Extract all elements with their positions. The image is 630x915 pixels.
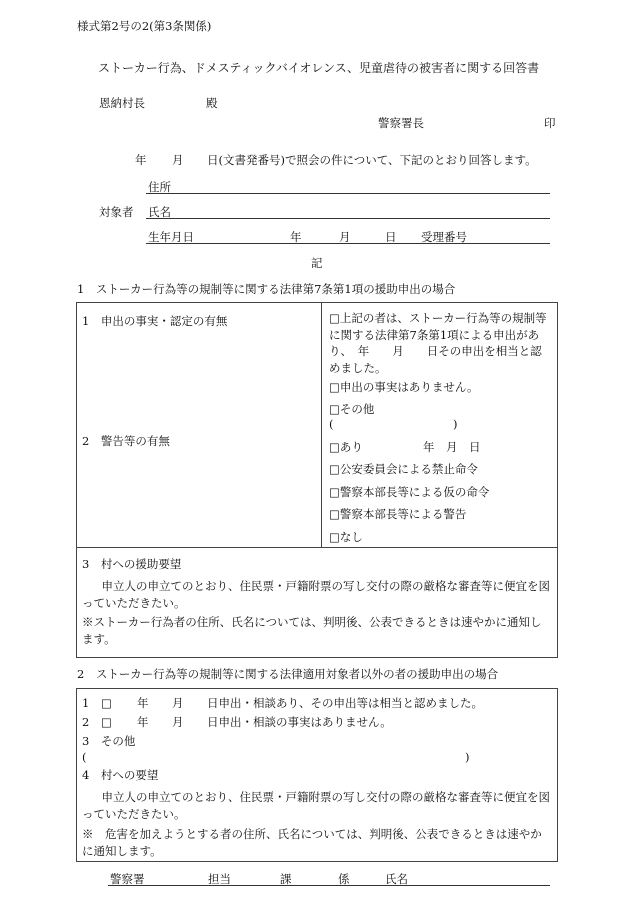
- section2-item1-text: 日申出・相談あり、その申出等は相当と認めました。: [207, 696, 483, 710]
- footer-line[interactable]: [108, 885, 550, 886]
- section2-item2-checkbox[interactable]: □: [101, 715, 112, 729]
- seal-mark: 印: [544, 116, 556, 130]
- footer-unit: 係: [338, 872, 350, 886]
- section1-request-note: ※ストーカー行為者の住所、氏名については、判明後、公表できるときは速やかに通知します。: [82, 615, 542, 646]
- receipt-label: 受理番号: [421, 230, 467, 244]
- section2-item2-text: 日申出・相談の事実はありません。: [207, 715, 392, 729]
- section1-item2-label: 2 警告等の有無: [82, 434, 170, 448]
- section2-heading: 2 ストーカー行為等の規制等に関する法律適用対象者以外の者の援助申出の場合: [77, 667, 499, 681]
- footer-dept: 課: [280, 872, 292, 886]
- section2-item1-checkbox[interactable]: □: [101, 696, 112, 710]
- section1-item1-label: 1 申出の事実・認定の有無: [82, 314, 228, 328]
- warning-yes[interactable]: □あり: [329, 440, 363, 454]
- section2-item2-month: 月: [172, 715, 184, 729]
- section2-item1-year: 年: [137, 696, 149, 710]
- addressee: 恩納村長: [99, 96, 145, 110]
- section2-item1-number: 1: [82, 696, 90, 710]
- dob-day: 日: [385, 230, 397, 244]
- address-label: 住所: [148, 180, 171, 194]
- section2-item2-number: 2: [82, 715, 90, 729]
- sender-title: 警察署長: [378, 116, 424, 130]
- section2-item3-paren-open: (: [82, 750, 87, 764]
- name-line[interactable]: [146, 218, 550, 219]
- option-other-paren-open: (: [329, 417, 334, 431]
- warning-prohibition-order[interactable]: □公安委員会による禁止命令: [329, 462, 478, 476]
- section1-divider: [321, 302, 322, 548]
- footer-charge: 担当: [208, 872, 231, 886]
- section2-item3-other[interactable]: 3 その他: [82, 734, 136, 748]
- option-other[interactable]: □その他: [329, 402, 375, 416]
- warning-police-warning[interactable]: □警察本部長等による警告: [329, 507, 467, 521]
- dob-line[interactable]: [146, 243, 550, 244]
- subject-label: 対象者: [99, 205, 134, 219]
- section2-item3-paren-close: ): [465, 750, 470, 764]
- footer-name: 氏名: [385, 872, 408, 886]
- ki-heading: 記: [311, 256, 323, 270]
- warning-yes-date: 年 月 日: [423, 440, 481, 454]
- section2-item1-month: 月: [172, 696, 184, 710]
- section2-request-text: 申立人の申立てのとおり、住民票・戸籍附票の写し交付の際の厳格な審査等に便宜を図っていただきたい。: [82, 790, 551, 821]
- document-title: ストーカー行為、ドメスティックバイオレンス、児童虐待の被害者に関する回答書: [98, 61, 540, 75]
- warning-provisional-order[interactable]: □警察本部長等による仮の命令: [329, 485, 490, 499]
- dob-label: 生年月日: [148, 230, 194, 244]
- section1-request-text: 申立人の申立てのとおり、住民票・戸籍附票の写し交付の際の厳格な審査等に便宜を図っていただきたい。: [82, 579, 551, 610]
- footer-station: 警察署: [110, 872, 145, 886]
- dob-month: 月: [339, 230, 351, 244]
- option-no-fact[interactable]: □申出の事実はありません。: [329, 380, 479, 394]
- intro-year: 年: [135, 153, 147, 167]
- intro-month: 月: [172, 153, 184, 167]
- section2-request-note: ※ 危害を加えようとする者の住所、氏名については、判明後、公表できるときは速やかに通知します。: [82, 827, 542, 858]
- option-other-paren-close: ): [453, 417, 458, 431]
- section1-row-separator: [76, 547, 558, 548]
- honorific: 殿: [206, 96, 218, 110]
- section1-heading: 1 ストーカー行為等の規制等に関する法律第7条第1項の援助申出の場合: [77, 282, 456, 296]
- warning-none[interactable]: □なし: [329, 530, 363, 544]
- section2-item4-heading: 4 村への要望: [82, 768, 159, 782]
- dob-year: 年: [290, 230, 302, 244]
- address-line[interactable]: [146, 193, 550, 194]
- option-recognized[interactable]: □上記の者は、ストーカー行為等の規制等に関する法律第7条第1項による申出があり、 年 月 日その申出を相当と認めました。: [329, 311, 547, 376]
- form-number: 様式第2号の2(第3条関係): [77, 19, 212, 33]
- section2-item2-year: 年: [137, 715, 149, 729]
- intro-text: 日(文書発番号)で照会の件について、下記のとおり回答します。: [207, 153, 537, 167]
- name-label: 氏名: [148, 205, 171, 219]
- section1-request-heading: 3 村への援助要望: [82, 557, 182, 571]
